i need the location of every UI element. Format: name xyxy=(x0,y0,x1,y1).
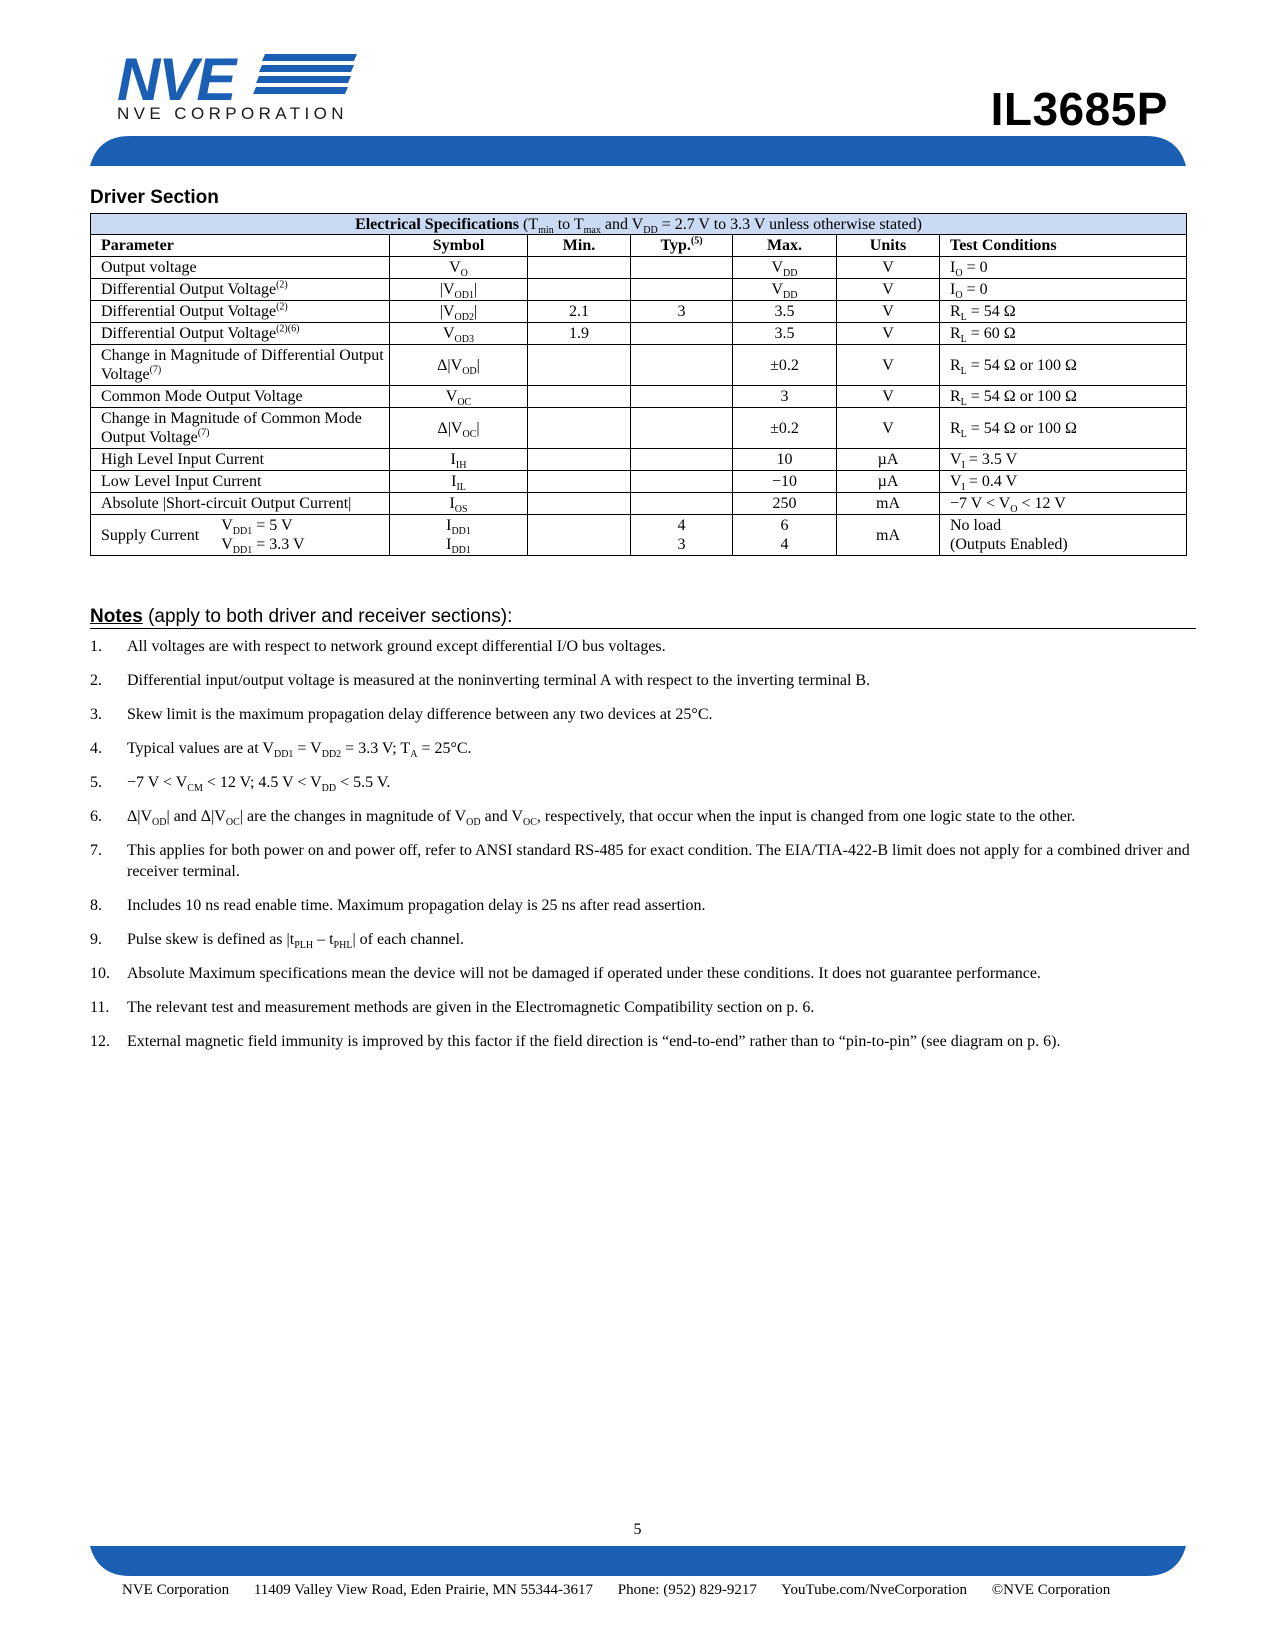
table-row xyxy=(91,386,1187,408)
symbol-cell: $\Delta|V_{OC}|$ xyxy=(390,408,528,449)
parameter-cell xyxy=(91,515,390,556)
parameter-cell: Common Mode Output Voltage xyxy=(91,386,390,408)
max-cell: 3 xyxy=(733,386,837,408)
table-row xyxy=(91,323,1187,345)
min-cell xyxy=(528,493,631,515)
units-cell: V xyxy=(837,323,940,345)
max-cell: 3.5 xyxy=(733,323,837,345)
parameter-cell: Differential Output Voltage$^{(2)(6)}$ xyxy=(91,323,390,345)
max-cell: 3.5 xyxy=(733,301,837,323)
header-band xyxy=(90,136,1186,166)
min-cell xyxy=(528,386,631,408)
company-name: NVE CORPORATION xyxy=(117,104,348,123)
min-cell xyxy=(528,449,631,471)
typ-cell: 3 xyxy=(631,301,733,323)
list-item: 12. External magnetic field immunity is improved by this factor if the field direction is “end-to-end” rather than to “pin-to-pin” (see diagram on p. 6). xyxy=(90,1033,1061,1050)
typ-cell xyxy=(631,279,733,301)
parameter-cell: Differential Output Voltage$^{(2)}$ xyxy=(91,301,390,323)
footer-band xyxy=(90,1546,1186,1576)
col-header-min: Min. xyxy=(528,235,631,257)
condition-cell: $R_L = 54$ Ω or 100 Ω xyxy=(940,408,1187,449)
table-row xyxy=(91,257,1187,279)
list-item: 2. Differential input/output voltage is measured at the noninverting terminal A with respect to the inverting terminal B. xyxy=(90,672,871,689)
col-header-max: Max. xyxy=(733,235,837,257)
parameter-cell: High Level Input Current xyxy=(91,449,390,471)
units-cell: µA xyxy=(837,471,940,493)
table-row xyxy=(91,493,1187,515)
notes-list xyxy=(90,636,1190,1065)
page-number: 5 xyxy=(633,1521,642,1538)
col-header-parameter: Parameter xyxy=(91,235,390,257)
units-cell: V xyxy=(837,345,940,386)
symbol-cell: $I_{IH}$ xyxy=(390,449,528,471)
supply-conditions: $V_{DD1} = 5$ V $V_{DD1} = 3.3$ V xyxy=(221,517,305,557)
min-cell xyxy=(528,257,631,279)
units-cell: V xyxy=(837,279,940,301)
footer-youtube[interactable]: YouTube.com/NveCorporation xyxy=(781,1582,967,1598)
section-title: Driver Section xyxy=(90,187,219,208)
max-cell: 250 xyxy=(733,493,837,515)
electrical-specs-table xyxy=(90,213,1187,556)
parameter-cell: Low Level Input Current xyxy=(91,471,390,493)
list-item: 4. Typical values are at $V_{DD1} = V_{DD2} = 3.3$ V; $T_A = 25^\circ C$. xyxy=(90,740,472,761)
supply-label: Supply Current xyxy=(101,526,200,544)
max-cell: ±0.2 xyxy=(733,345,837,386)
col-header-test-conditions: Test Conditions xyxy=(940,235,1187,257)
list-item: 7. This applies for both power on and power off, refer to ANSI standard RS-485 for exact condition. The EIA/TIA-422-B limit does not apply for a combined driver and receiver terminal. xyxy=(90,842,1190,880)
col-header-units: Units xyxy=(837,235,940,257)
min-cell xyxy=(528,408,631,449)
table-row xyxy=(91,345,1187,386)
typ-cell xyxy=(631,323,733,345)
typ-cell xyxy=(631,471,733,493)
symbol-cell: $|V_{OD2}|$ xyxy=(390,301,528,323)
table-row xyxy=(91,449,1187,471)
condition-cell: $I_O = 0$ xyxy=(940,257,1187,279)
condition-cell: $V_I = 0.4$ V xyxy=(940,471,1187,493)
list-item: 6. $\Delta|V_{OD}|$ and $\Delta|V_{OC}|$ are the changes in magnitude of $V_{OD}$ and $V_{OC}$, respectively, that occur when the input is changed from one logic state to the other. xyxy=(90,808,1076,829)
typ-cell xyxy=(631,257,733,279)
min-cell: 2.1 xyxy=(528,301,631,323)
table-row xyxy=(91,279,1187,301)
typ-cell xyxy=(631,408,733,449)
notes-heading: Notes (apply to both driver and receiver sections): xyxy=(90,606,1196,629)
min-cell xyxy=(528,345,631,386)
typ-cell xyxy=(631,493,733,515)
units-cell: V xyxy=(837,301,940,323)
min-cell xyxy=(528,279,631,301)
condition-cell: $R_L = 54$ Ω or 100 Ω xyxy=(940,386,1187,408)
symbol-cell: $V_{OC}$ xyxy=(390,386,528,408)
footer-copyright: ©NVE Corporation xyxy=(991,1582,1111,1598)
units-cell: V xyxy=(837,257,940,279)
max-cell: $V_{DD}$ xyxy=(733,257,837,279)
symbol-cell: $V_O$ xyxy=(390,257,528,279)
symbol-cell: $\Delta|V_{OD}|$ xyxy=(390,345,528,386)
logo-text: NVE xyxy=(117,52,235,113)
min-cell: 1.9 xyxy=(528,323,631,345)
condition-cell: No load (Outputs Enabled) xyxy=(940,515,1187,556)
col-header-symbol: Symbol xyxy=(390,235,528,257)
header-row xyxy=(91,235,1187,257)
footer-address: 11409 Valley View Road, Eden Prairie, MN 55344-3617 xyxy=(253,1582,594,1598)
list-item: 3. Skew limit is the maximum propagation delay difference between any two devices at 25°C. xyxy=(90,706,713,723)
table-caption: Electrical Specifications ($T_{min}$ to $T_{max}$ and $V_{DD} = 2.7$ V to 3.3 V unless otherwise stated) xyxy=(91,214,1187,235)
table-row xyxy=(91,471,1187,493)
max-cell: $V_{DD}$ xyxy=(733,279,837,301)
list-item: 9. Pulse skew is defined as $|t_{PLH} - t_{PHL}|$ of each channel. xyxy=(90,931,465,952)
units-cell: mA xyxy=(837,493,940,515)
list-item: 11. The relevant test and measurement methods are given in the Electromagnetic Compatibility section on p. 6. xyxy=(90,999,815,1016)
part-number: IL3685P xyxy=(990,83,1168,135)
footer xyxy=(122,1582,1131,1599)
parameter-cell: Change in Magnitude of Differential Output Voltage$^{(7)}$ xyxy=(91,345,390,386)
units-cell: V xyxy=(837,386,940,408)
list-item: 8. Includes 10 ns read enable time. Maximum propagation delay is 25 ns after read assertion. xyxy=(90,897,706,914)
condition-cell: $V_I = 3.5$ V xyxy=(940,449,1187,471)
typ-cell xyxy=(631,345,733,386)
typ-cell: 4 3 xyxy=(631,515,733,556)
symbol-cell: $V_{OD3}$ xyxy=(390,323,528,345)
table-row xyxy=(91,408,1187,449)
max-cell: −10 xyxy=(733,471,837,493)
condition-cell: −7 $V < V_O < 12$ V xyxy=(940,493,1187,515)
list-item: 10. Absolute Maximum specifications mean the device will not be damaged if operated under these conditions. It does not guarantee performance. xyxy=(90,965,1041,982)
max-cell: 10 xyxy=(733,449,837,471)
parameter-cell: Differential Output Voltage$^{(2)}$ xyxy=(91,279,390,301)
table-row-supply xyxy=(91,515,1187,556)
max-cell: 6 4 xyxy=(733,515,837,556)
condition-cell: $I_O = 0$ xyxy=(940,279,1187,301)
symbol-cell: $I_{OS}$ xyxy=(390,493,528,515)
units-cell: V xyxy=(837,408,940,449)
max-cell: ±0.2 xyxy=(733,408,837,449)
footer-company: NVE Corporation xyxy=(122,1582,230,1598)
symbol-cell: $|V_{OD1}|$ xyxy=(390,279,528,301)
typ-cell xyxy=(631,449,733,471)
units-cell: µA xyxy=(837,449,940,471)
typ-cell xyxy=(631,386,733,408)
symbol-cell: $I_{DD1}$ $I_{DD1}$ xyxy=(390,515,528,556)
parameter-cell: Change in Magnitude of Common Mode Output Voltage$^{(7)}$ xyxy=(91,408,390,449)
list-item: 5. −7 $V < V_{CM} < 12$ V; 4.5 $V < V_{DD} < 5.5$ V. xyxy=(90,774,391,795)
min-cell xyxy=(528,471,631,493)
min-cell xyxy=(528,515,631,556)
condition-cell: $R_L = 54$ Ω or 100 Ω xyxy=(940,345,1187,386)
col-header-typ: Typ.$^{(5)}$ xyxy=(631,235,733,257)
list-item: 1. All voltages are with respect to network ground except differential I/O bus voltages. xyxy=(90,638,666,655)
parameter-cell: Absolute |Short-circuit Output Current| xyxy=(91,493,390,515)
footer-phone: Phone: (952) 829-9217 xyxy=(617,1582,757,1598)
table-row xyxy=(91,301,1187,323)
condition-cell: $R_L = 60$ Ω xyxy=(940,323,1187,345)
parameter-cell: Output voltage xyxy=(91,257,390,279)
logo-stripes xyxy=(253,54,357,94)
units-cell: mA xyxy=(837,515,940,556)
symbol-cell: $I_{IL}$ xyxy=(390,471,528,493)
condition-cell: $R_L = 54$ Ω xyxy=(940,301,1187,323)
